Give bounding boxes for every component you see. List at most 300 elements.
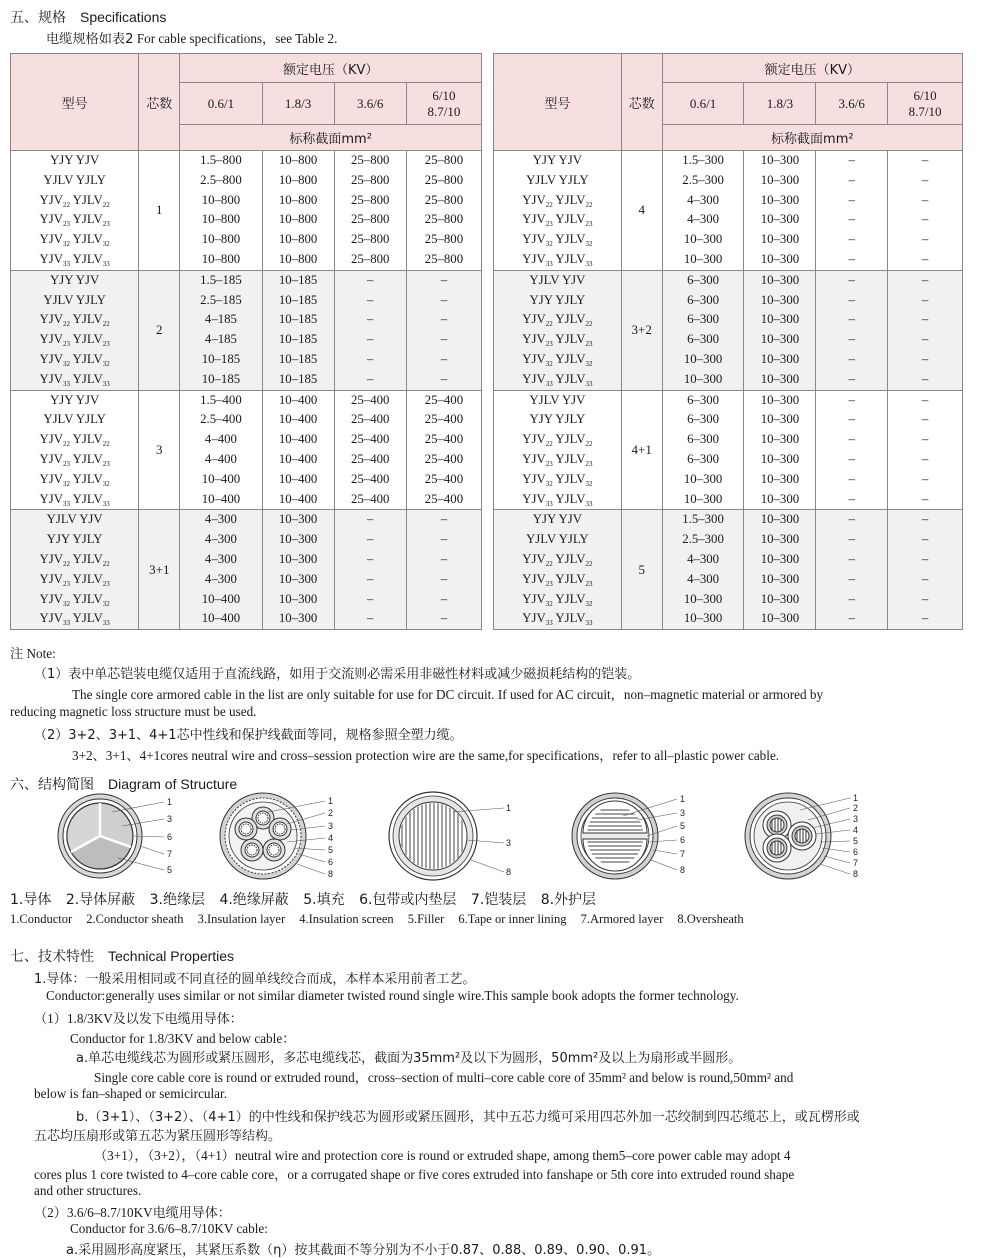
- section-range: 10–300: [760, 332, 800, 347]
- header-voltage: 6/10: [432, 87, 456, 103]
- model-part: YJY YJV: [50, 272, 100, 287]
- section-range-cell: [406, 510, 481, 630]
- core-count: 3+1: [139, 510, 180, 630]
- model-name: [11, 430, 138, 450]
- spec-group-row: [11, 151, 482, 271]
- diagram-three-core: [740, 790, 880, 882]
- model-cell: [11, 151, 139, 271]
- section-range: 25–800: [424, 232, 464, 247]
- model-name: [11, 171, 138, 191]
- model-subscript: 22: [102, 559, 110, 568]
- section-range: 25–800: [351, 153, 390, 167]
- section-range: –: [848, 153, 855, 167]
- model-cell: [494, 270, 622, 390]
- section-range: –: [921, 153, 929, 167]
- model-part: YJLV: [555, 451, 586, 466]
- section-range: –: [848, 392, 855, 407]
- section-range: 10–300: [760, 251, 800, 266]
- section-5-title-cn: 五、规格: [10, 10, 66, 26]
- section-range-cell: [816, 151, 888, 271]
- section-range: 2.5–400: [200, 412, 242, 427]
- section-range-cell: [744, 390, 816, 510]
- model-part: YJV: [39, 432, 63, 447]
- model-part: YJLV: [555, 371, 586, 386]
- model-name: [11, 191, 138, 211]
- section-range: 10–800: [278, 153, 318, 167]
- section-range: 10–300: [760, 172, 800, 187]
- section-range: 25–800: [351, 172, 390, 187]
- diagram-2-label: 3: [328, 821, 334, 831]
- model-part: YJLV: [555, 351, 586, 366]
- model-part: YJV: [39, 332, 63, 347]
- header-cores: 芯数: [139, 54, 180, 151]
- model-part: YJLV: [555, 312, 586, 327]
- section-range: 4–185: [204, 312, 237, 327]
- section-range: –: [440, 292, 448, 307]
- model-subscript: 32: [585, 359, 593, 368]
- section-range: –: [848, 432, 855, 447]
- section-7-heading: [10, 946, 234, 966]
- note-1-en-a: The single core armored cable in the list are only suitable for use for DC circuit. If used for AC circuit，non–magnetic material or armored by: [72, 687, 824, 702]
- model-subscript: 33: [102, 499, 110, 508]
- section-range: 25–800: [424, 212, 464, 227]
- model-name: [11, 210, 138, 230]
- section-range: 25–400: [424, 412, 464, 427]
- model-name: [11, 510, 138, 530]
- section-range: 6–300: [687, 332, 720, 347]
- model-name: [494, 530, 621, 550]
- diagram-single-core-round: [383, 790, 523, 882]
- model-subscript: 23: [62, 340, 70, 349]
- model-subscript: 33: [545, 619, 553, 628]
- section-range: 25–800: [424, 153, 464, 167]
- section-range: –: [848, 192, 855, 207]
- section-range: –: [440, 351, 448, 366]
- model-name: [494, 609, 621, 629]
- model-subscript: 33: [545, 499, 553, 508]
- section-range-cell: [888, 151, 963, 271]
- section-range-cell: [180, 270, 262, 390]
- model-part: YJY YJV: [50, 392, 100, 407]
- model-name: [494, 291, 621, 311]
- section-range: 10–185: [278, 272, 318, 287]
- section-range: –: [921, 392, 929, 407]
- model-subscript: 22: [585, 320, 593, 329]
- section-range: 10–300: [278, 591, 318, 606]
- section-range: 25–800: [351, 212, 390, 227]
- diagram-5-label: 1: [853, 793, 859, 803]
- section-range-cell: [180, 510, 262, 630]
- section-range: 10–300: [760, 312, 800, 327]
- model-part: YJLV: [72, 371, 103, 386]
- diagram-4-label: 3: [680, 808, 686, 818]
- section-range: –: [440, 312, 448, 327]
- section-range-cell: [744, 151, 816, 271]
- section-range-cell: [816, 390, 888, 510]
- header-voltage: 1.8/3: [744, 83, 816, 125]
- model-part: YJY YJLY: [529, 292, 586, 307]
- model-part: YJV: [39, 451, 63, 466]
- section-range: 10–300: [760, 611, 800, 626]
- tech-p4-en-b: cores plus 1 core twisted to 4–core cable core，or a corrugated shape or five cores extruded into fanshape or 5th core into extruded round shape: [34, 1167, 795, 1182]
- section-range: 10–300: [278, 571, 318, 586]
- spec-group-row: [494, 151, 963, 271]
- model-part: YJV: [39, 471, 63, 486]
- section-range: –: [921, 232, 929, 247]
- model-part: YJV: [522, 232, 546, 247]
- model-subscript: 33: [102, 259, 110, 268]
- model-part: YJV: [522, 192, 546, 207]
- diagram-1-label: 3: [167, 814, 173, 824]
- tech-p2-cn: 及以发下电缆用导体：: [112, 1012, 243, 1027]
- section-6-title-en: Diagram of Structure: [108, 776, 238, 792]
- model-name: [494, 430, 621, 450]
- model-name: [11, 410, 138, 430]
- section-range: 25–400: [424, 392, 464, 407]
- header-rated-voltage: 额定电压（KV）: [180, 54, 482, 83]
- section-range: 10–300: [760, 532, 800, 547]
- model-part: YJV: [522, 451, 546, 466]
- model-part: YJLV: [555, 491, 586, 506]
- model-part: YJV: [522, 432, 546, 447]
- section-range-cell: [662, 270, 744, 390]
- model-part: YJV: [39, 312, 63, 327]
- model-name: [494, 330, 621, 350]
- section-range: 25–800: [424, 251, 464, 266]
- model-name: [11, 310, 138, 330]
- model-name: [11, 271, 138, 291]
- section-range: –: [440, 532, 448, 547]
- section-range: 10–300: [760, 192, 800, 207]
- model-part: YJLV: [72, 611, 103, 626]
- section-range-cell: [888, 510, 963, 630]
- section-range: 1.5–300: [682, 153, 724, 167]
- header-cross-section: 标称截面mm²: [180, 125, 482, 151]
- section-range: 25–800: [351, 192, 390, 207]
- model-name: [494, 470, 621, 490]
- section-range: 10–185: [278, 292, 318, 307]
- model-name: [11, 291, 138, 311]
- section-range: 10–300: [683, 251, 723, 266]
- tech-p4-cn-a: b.（3+1）、（3+2）、（4+1）的中性线和保护线芯为圆形或紧压圆形，其中五芯力缆可采用四芯外加一芯绞制到四芯缆芯上，或瓦楞形或: [76, 1110, 860, 1125]
- model-subscript: 22: [545, 320, 553, 329]
- model-subscript: 32: [62, 479, 70, 488]
- section-range: 10–400: [278, 392, 318, 407]
- model-subscript: 33: [585, 259, 593, 268]
- section-range: –: [848, 251, 855, 266]
- model-part: YJLV: [555, 591, 586, 606]
- section-range: 4–300: [204, 551, 237, 566]
- section-range: –: [848, 172, 855, 187]
- section-range: –: [367, 292, 374, 307]
- section-range-cell: [744, 270, 816, 390]
- legend-en-item: 6.Tape or inner lining: [458, 912, 567, 926]
- model-name: [494, 450, 621, 470]
- core-count: 3+2: [621, 270, 662, 390]
- model-subscript: 22: [62, 200, 70, 209]
- model-part: YJLV: [555, 212, 586, 227]
- section-range: –: [848, 371, 855, 386]
- core-count: 1: [139, 151, 180, 271]
- diagram-3-label: 3: [506, 838, 512, 848]
- section-range-cell: [262, 510, 334, 630]
- model-part: YJV: [522, 312, 546, 327]
- section-range: 25–400: [351, 432, 390, 447]
- section-range: –: [921, 292, 929, 307]
- section-range: –: [848, 232, 855, 247]
- section-range-cell: [334, 510, 406, 630]
- section-range: –: [921, 432, 929, 447]
- model-name: [494, 230, 621, 250]
- section-range: –: [921, 172, 929, 187]
- model-part: YJV: [522, 351, 546, 366]
- diagram-5-label: 3: [853, 814, 859, 824]
- section-range: –: [848, 491, 855, 506]
- section-range: –: [367, 611, 374, 626]
- model-part: YJLV: [72, 251, 103, 266]
- model-subscript: 23: [102, 579, 110, 588]
- model-name: [494, 490, 621, 510]
- header-voltage-stacked: [888, 83, 963, 125]
- section-range: –: [367, 272, 374, 287]
- section-range: –: [921, 491, 929, 506]
- legend-en-item: 5.Filler: [407, 912, 445, 926]
- model-part: YJV: [522, 491, 546, 506]
- section-range: 25–400: [351, 392, 390, 407]
- section-range: 10–800: [278, 172, 318, 187]
- model-part: YJLV: [72, 451, 103, 466]
- section-range: 10–400: [278, 491, 318, 506]
- section-range: 4–300: [204, 512, 237, 527]
- section-range: 10–300: [683, 371, 723, 386]
- section-range: 4–400: [204, 432, 237, 447]
- section-range: 1.5–400: [200, 392, 242, 407]
- model-name: [494, 410, 621, 430]
- model-subscript: 23: [585, 579, 593, 588]
- section-range-cell: [180, 390, 262, 510]
- model-part: YJV: [39, 491, 63, 506]
- model-part: YJV: [39, 192, 63, 207]
- section-range: 10–300: [683, 591, 723, 606]
- diagram-5-label: 7: [853, 858, 859, 868]
- model-cell: [494, 151, 622, 271]
- model-cell: [11, 510, 139, 630]
- model-subscript: 32: [102, 599, 110, 608]
- section-range: –: [367, 312, 374, 327]
- model-subscript: 23: [62, 220, 70, 229]
- section-range: –: [921, 611, 929, 626]
- diagram-5-label: 4: [853, 825, 859, 835]
- tech-p4-en-c: and other structures.: [34, 1183, 142, 1198]
- section-range: 6–300: [687, 451, 720, 466]
- section-range: 10–300: [760, 412, 800, 427]
- section-range: 25–800: [424, 192, 464, 207]
- model-part: YJV: [39, 351, 63, 366]
- model-subscript: 33: [585, 499, 593, 508]
- model-subscript: 33: [102, 379, 110, 388]
- section-range: –: [921, 272, 929, 287]
- section-range-cell: [744, 510, 816, 630]
- legend-en-item: 2.Conductor sheath: [86, 912, 184, 926]
- section-range: 10–300: [760, 451, 800, 466]
- section-range: 10–300: [278, 532, 318, 547]
- section-range: 25–400: [424, 432, 464, 447]
- model-part: YJV: [522, 591, 546, 606]
- model-part: YJLV: [555, 192, 586, 207]
- spec-group-row: [11, 270, 482, 390]
- section-range-cell: [888, 390, 963, 510]
- model-name: [11, 609, 138, 629]
- legend-en-item: 7.Armored layer: [580, 912, 664, 926]
- model-name: [11, 370, 138, 390]
- spec-intro-cn: 电缆规格如表2: [46, 32, 134, 47]
- section-range: 10–185: [278, 371, 318, 386]
- section-range-cell: [262, 270, 334, 390]
- section-range: 4–300: [687, 212, 720, 227]
- tech-p1-cn: 1.导体：一般采用相同或不同直径的圆单线绞合而成，本样本采用前者工艺。: [34, 972, 476, 987]
- section-range: –: [440, 571, 448, 586]
- legend-cn-item: 6.包带或内垫层: [359, 892, 457, 908]
- model-part: YJLV: [72, 491, 103, 506]
- model-part: YJLV: [555, 551, 586, 566]
- tech-p3-en-b: below is fan–shaped or semicircular.: [34, 1086, 227, 1101]
- model-part: YJV: [522, 571, 546, 586]
- section-range: –: [367, 371, 374, 386]
- model-part: YJLV: [72, 351, 103, 366]
- section-range: 6–300: [687, 272, 720, 287]
- note-heading-en: Note:: [26, 646, 56, 661]
- model-name: [11, 550, 138, 570]
- model-subscript: 32: [545, 359, 553, 368]
- section-range: –: [367, 551, 374, 566]
- model-part: YJLV: [72, 471, 103, 486]
- model-part: YJV: [39, 591, 63, 606]
- diagram-single-core-sector: [52, 790, 192, 882]
- model-cell: [494, 390, 622, 510]
- model-part: YJLV YJLY: [43, 292, 106, 307]
- section-range: 4–300: [687, 192, 720, 207]
- section-range: 10–300: [683, 611, 723, 626]
- model-subscript: 23: [545, 220, 553, 229]
- section-range: 10–300: [760, 551, 800, 566]
- model-name: [494, 590, 621, 610]
- section-range: 1.5–185: [200, 272, 242, 287]
- model-subscript: 33: [585, 619, 593, 628]
- section-range: 10–300: [760, 392, 800, 407]
- model-subscript: 22: [585, 200, 593, 209]
- section-range: 2.5–300: [682, 172, 724, 187]
- model-subscript: 32: [102, 240, 110, 249]
- section-range: –: [848, 611, 855, 626]
- tech-p2: [34, 1008, 243, 1027]
- section-range: 4–300: [687, 571, 720, 586]
- legend-cn: [10, 889, 606, 909]
- spec-intro-en: For cable specifications，see Table 2.: [136, 31, 338, 46]
- section-7-title-cn: 七、技术特性: [10, 949, 94, 965]
- note-2-cn: （2）3+2、3+1、4+1芯中性线和保护线截面等同，规格参照全塑力缆。: [34, 728, 463, 743]
- section-range: 25–400: [424, 451, 464, 466]
- model-name: [494, 370, 621, 390]
- section-range-cell: [406, 270, 481, 390]
- model-subscript: 33: [62, 259, 70, 268]
- section-range: –: [921, 212, 929, 227]
- model-name: [11, 151, 138, 171]
- section-range: –: [440, 371, 448, 386]
- legend-cn-item: 2.导体屏蔽: [65, 892, 136, 908]
- section-range: –: [921, 371, 929, 386]
- model-part: YJLV: [72, 212, 103, 227]
- diagram-1-label: 5: [167, 865, 173, 875]
- section-range: 10–800: [201, 251, 241, 266]
- section-range-cell: [888, 270, 963, 390]
- note-1-cn: （1）表中单芯铠装电缆仅适用于直流线路，如用于交流则必需采用非磁性材料或减少磁损耗结构的铠装。: [34, 667, 641, 682]
- section-range: 25–400: [351, 491, 390, 506]
- core-count: 4: [621, 151, 662, 271]
- section-range: 25–800: [351, 232, 390, 247]
- section-range: –: [367, 591, 374, 606]
- model-name: [11, 490, 138, 510]
- diagram-5-label: 5: [853, 836, 859, 846]
- section-range: 10–300: [760, 471, 800, 486]
- section-range: 25–800: [351, 251, 390, 266]
- section-range: –: [921, 192, 929, 207]
- tech-p5-cn: 电缆用导体：: [152, 1206, 231, 1221]
- model-subscript: 32: [62, 359, 70, 368]
- section-range: 10–800: [201, 192, 241, 207]
- model-subscript: 23: [585, 459, 593, 468]
- section-range: 10–300: [278, 512, 318, 527]
- section-range: 10–300: [683, 491, 723, 506]
- section-range: –: [921, 571, 929, 586]
- diagram-2-label: 5: [328, 845, 334, 855]
- model-part: YJLV YJLY: [43, 412, 106, 427]
- spec-group-row: [494, 390, 963, 510]
- model-part: YJLV: [72, 332, 103, 347]
- section-range: 10–300: [683, 351, 723, 366]
- section-range: 25–400: [351, 412, 390, 427]
- model-part: YJY YJLY: [46, 532, 103, 547]
- section-range: 10–400: [278, 471, 318, 486]
- tech-p2-num: （1）1.8/3KV: [34, 1011, 113, 1026]
- model-cell: [11, 270, 139, 390]
- section-range: –: [921, 591, 929, 606]
- header-model: 型号: [494, 54, 622, 151]
- model-part: YJLV: [555, 432, 586, 447]
- section-range: 10–400: [201, 491, 241, 506]
- legend-en-item: 4.Insulation screen: [299, 912, 394, 926]
- model-part: YJLV YJLY: [526, 532, 589, 547]
- section-range: –: [440, 512, 448, 527]
- section-range: –: [921, 512, 929, 527]
- model-part: YJLV: [555, 611, 586, 626]
- model-part: YJV: [522, 332, 546, 347]
- section-range: –: [848, 292, 855, 307]
- model-subscript: 22: [585, 440, 593, 449]
- model-part: YJY YJLY: [529, 412, 586, 427]
- model-subscript: 33: [585, 379, 593, 388]
- section-range: 25–400: [424, 491, 464, 506]
- section-range: 25–400: [351, 471, 390, 486]
- model-subscript: 23: [585, 220, 593, 229]
- section-range: 10–800: [278, 212, 318, 227]
- section-range: –: [440, 591, 448, 606]
- header-voltage-stacked: [406, 83, 481, 125]
- section-range-cell: [406, 151, 481, 271]
- section-range-cell: [262, 151, 334, 271]
- section-range: 10–400: [201, 471, 241, 486]
- tech-p5-en: Conductor for 3.6/6–8.7/10KV cable:: [70, 1221, 268, 1236]
- section-range: –: [848, 312, 855, 327]
